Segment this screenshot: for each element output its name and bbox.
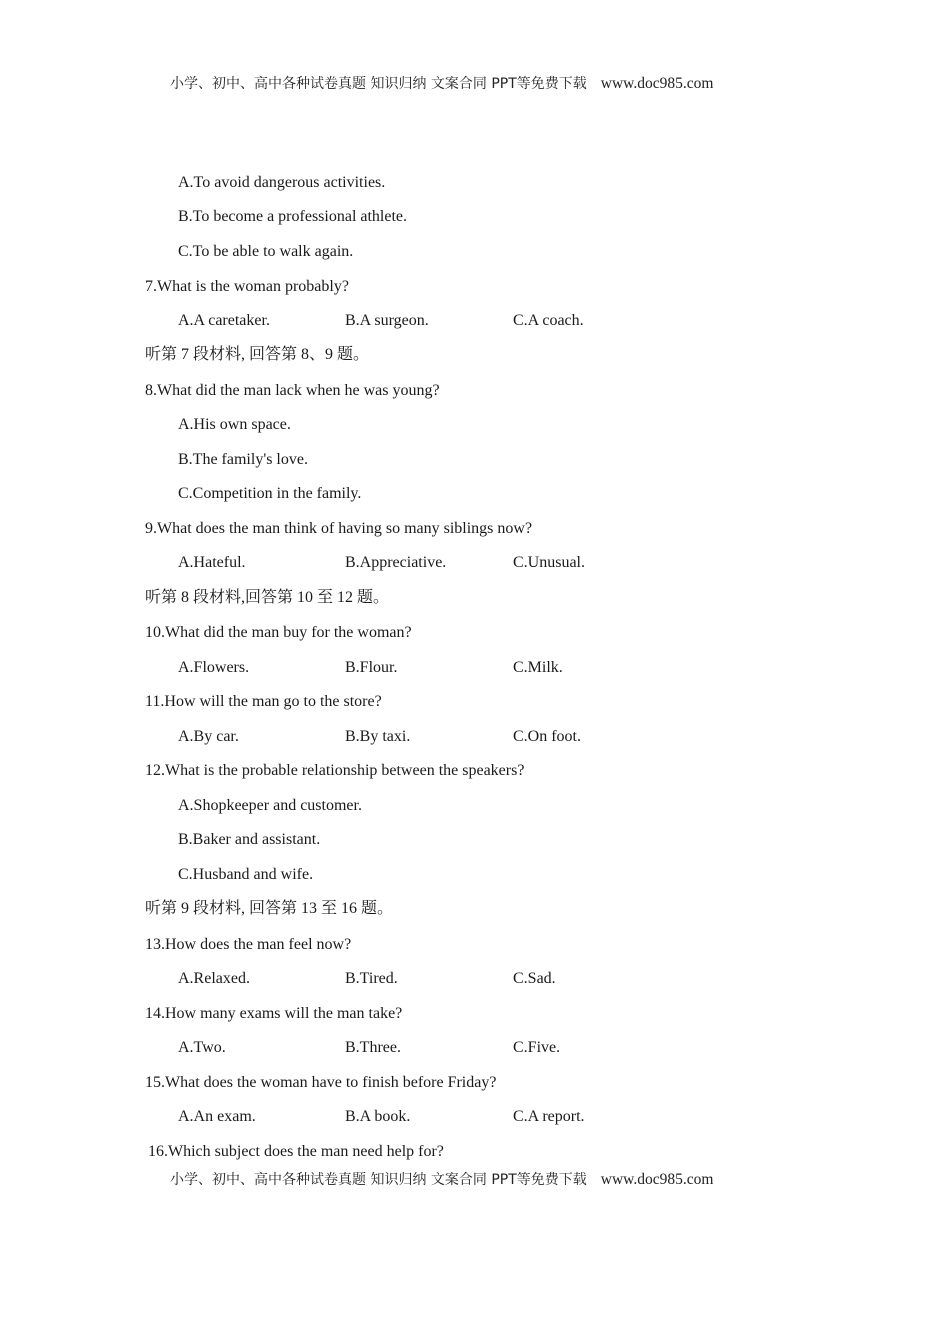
section-8-instruction: 听第 8 段材料,回答第 10 至 12 题。	[145, 589, 390, 606]
q7-option-b: B.A surgeon.	[345, 312, 429, 329]
q6-option-a: A.To avoid dangerous activities.	[178, 174, 386, 191]
q8-option-b: B.The family's love.	[178, 451, 308, 468]
q8-option-a: A.His own space.	[178, 416, 291, 433]
q13-option-c: C.Sad.	[513, 970, 556, 987]
q9-question: 9.What does the man think of having so many siblings now?	[145, 520, 533, 537]
header-url[interactable]: www.doc985.com	[600, 75, 714, 92]
q7-option-c: C.A coach.	[513, 312, 584, 329]
q8-option-c: C.Competition in the family.	[178, 485, 362, 502]
q12-option-a: A.Shopkeeper and customer.	[178, 797, 362, 814]
q14-option-c: C.Five.	[513, 1039, 561, 1056]
q10-question: 10.What did the man buy for the woman?	[145, 624, 412, 641]
q14-option-a: A.Two.	[178, 1039, 226, 1056]
q15-option-b: B.A book.	[345, 1108, 411, 1125]
q15-question: 15.What does the woman have to finish before Friday?	[145, 1074, 497, 1091]
footer-text: 小学、初中、高中各种试卷真题 知识归纳 文案合同 PPT等免费下载	[170, 1172, 587, 1188]
q15-option-c: C.A report.	[513, 1108, 585, 1125]
q10-option-b: B.Flour.	[345, 659, 398, 676]
q11-question: 11.How will the man go to the store?	[145, 693, 382, 710]
q11-option-c: C.On foot.	[513, 728, 581, 745]
q13-option-a: A.Relaxed.	[178, 970, 250, 987]
q9-option-a: A.Hateful.	[178, 554, 246, 571]
q10-option-c: C.Milk.	[513, 659, 563, 676]
q11-option-a: A.By car.	[178, 728, 239, 745]
q12-option-c: C.Husband and wife.	[178, 866, 314, 883]
q9-option-c: C.Unusual.	[513, 554, 585, 571]
q13-option-b: B.Tired.	[345, 970, 398, 987]
q10-option-a: A.Flowers.	[178, 659, 250, 676]
section-7-instruction: 听第 7 段材料, 回答第 8、9 题。	[145, 346, 370, 363]
q16-question: 16.Which subject does the man need help for?	[148, 1143, 444, 1160]
q7-question: 7.What is the woman probably?	[145, 278, 349, 295]
q12-option-b: B.Baker and assistant.	[178, 831, 321, 848]
q6-option-c: C.To be able to walk again.	[178, 243, 354, 260]
q6-option-b: B.To become a professional athlete.	[178, 208, 408, 225]
q11-option-b: B.By taxi.	[345, 728, 411, 745]
q7-option-a: A.A caretaker.	[178, 312, 270, 329]
footer-url[interactable]: www.doc985.com	[600, 1171, 714, 1188]
header-text: 小学、初中、高中各种试卷真题 知识归纳 文案合同 PPT等免费下载	[170, 76, 587, 92]
q15-option-a: A.An exam.	[178, 1108, 256, 1125]
page-header	[170, 73, 810, 93]
section-9-instruction: 听第 9 段材料, 回答第 13 至 16 题。	[145, 900, 394, 917]
q14-option-b: B.Three.	[345, 1039, 401, 1056]
q13-question: 13.How does the man feel now?	[145, 936, 352, 953]
q12-question: 12.What is the probable relationship between the speakers?	[145, 762, 525, 779]
q14-question: 14.How many exams will the man take?	[145, 1005, 403, 1022]
q9-option-b: B.Appreciative.	[345, 554, 447, 571]
page-footer	[170, 1169, 810, 1189]
q8-question: 8.What did the man lack when he was young?	[145, 382, 440, 399]
